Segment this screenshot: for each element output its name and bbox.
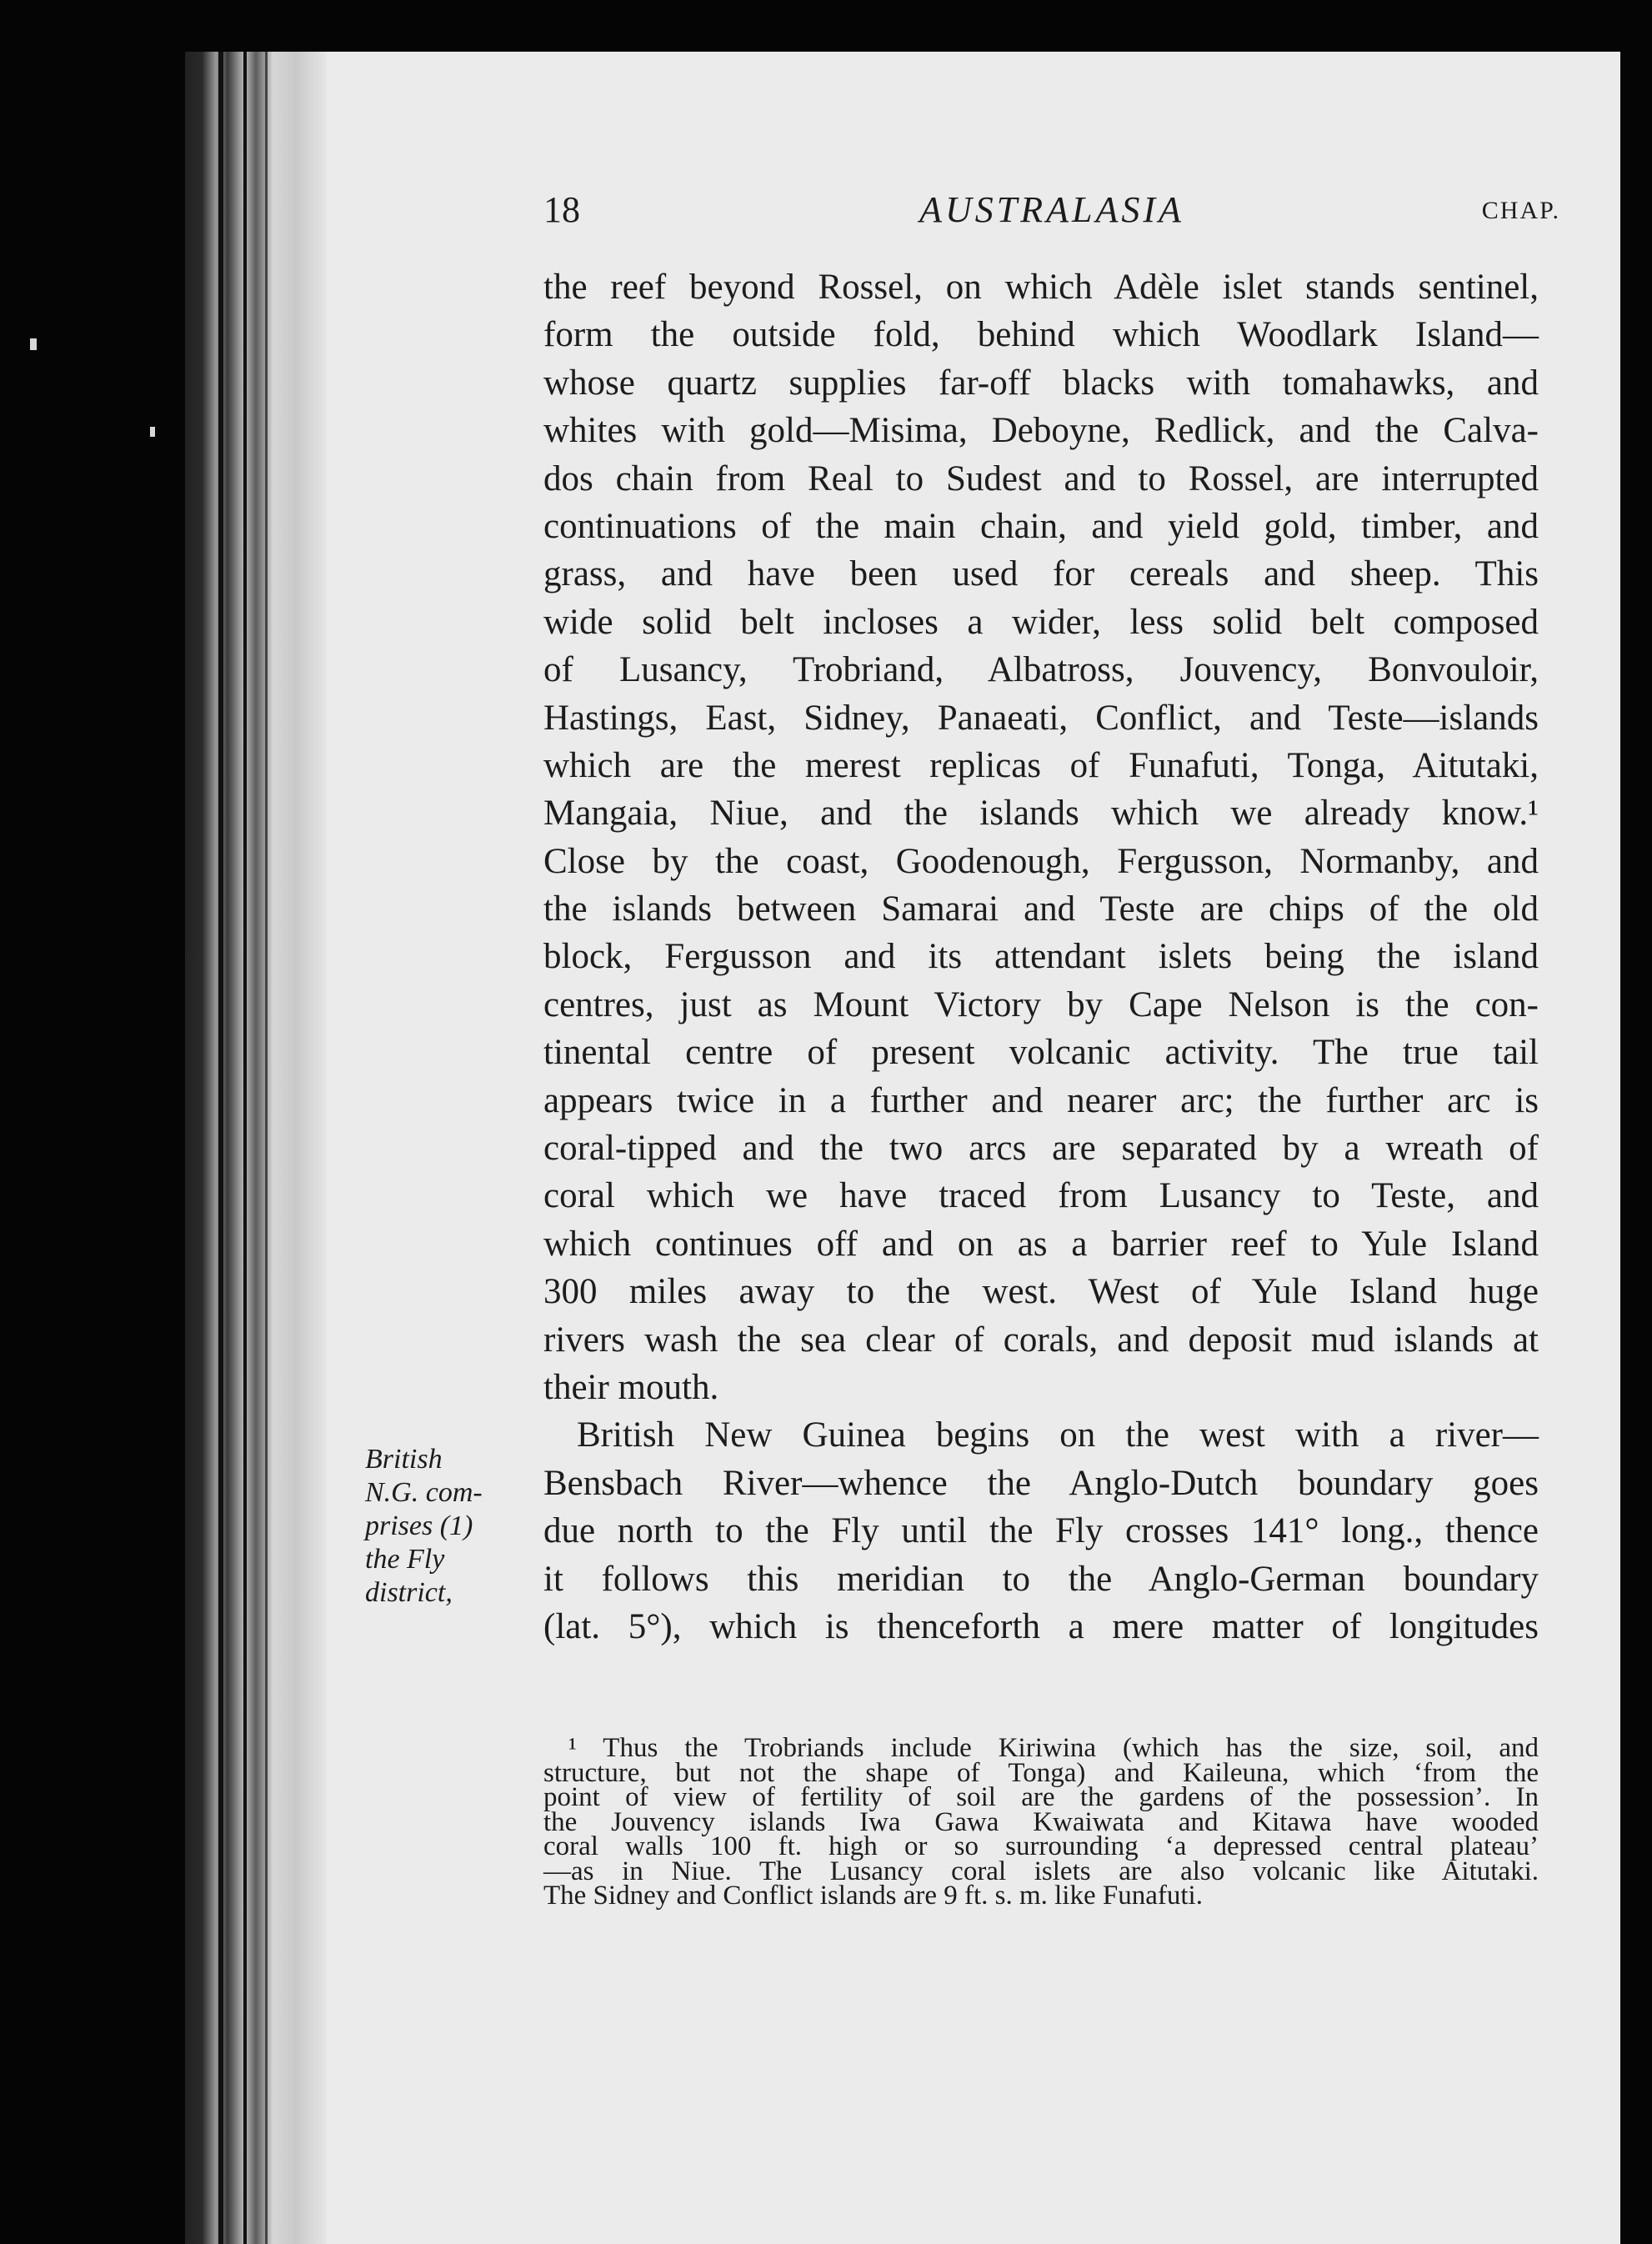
body-line: the reef beyond Rossel, on which Adèle islet stands sentinel, bbox=[543, 268, 1539, 307]
binding-streak bbox=[265, 52, 268, 2244]
body-line: Hastings, East, Sidney, Panaeati, Conflict, and Teste—islands bbox=[543, 698, 1539, 738]
body-line: it follows this meridian to the Anglo-German boundary bbox=[543, 1559, 1539, 1599]
body-line: due north to the Fly until the Fly crosses 141° long., thence bbox=[543, 1511, 1539, 1551]
body-line: 300 miles away to the west. West of Yule Island huge bbox=[543, 1272, 1539, 1312]
chapter-label: CHAP. bbox=[1481, 197, 1560, 224]
body-line: grass, and have been used for cereals and sheep. This bbox=[543, 554, 1539, 594]
body-line: continuations of the main chain, and yield gold, timber, and bbox=[543, 506, 1539, 546]
body-line: their mouth. bbox=[543, 1367, 719, 1407]
footnote-line: —as in Niue. The Lusancy coral islets are also volcanic like Aitutaki. bbox=[543, 1856, 1539, 1886]
book-binding-shadow bbox=[185, 52, 327, 2244]
body-line: which continues off and on as a barrier reef to Yule Island bbox=[543, 1224, 1539, 1264]
body-line: British New Guinea begins on the west with a river— bbox=[577, 1415, 1539, 1455]
body-line: rivers wash the sea clear of corals, and deposit mud islands at bbox=[543, 1320, 1539, 1360]
footnote-line: point of view of fertility of soil are the gardens of the possession’. In bbox=[543, 1782, 1539, 1812]
footnote-line: coral walls 100 ft. high or so surrounding ‘a depressed central plateau’ bbox=[543, 1831, 1539, 1861]
margin-note-line: prises (1) bbox=[365, 1510, 473, 1541]
margin-note-line: district, bbox=[365, 1577, 453, 1608]
body-line: whites with gold—Misima, Deboyne, Redlick, and the Calva- bbox=[543, 411, 1539, 451]
body-line: which are the merest replicas of Funafuti, Tonga, Aitutaki, bbox=[543, 745, 1539, 785]
body-line: Mangaia, Niue, and the islands which we already know.¹ bbox=[543, 794, 1539, 834]
footnote-line: structure, but not the shape of Tonga) and Kaileuna, which ‘from the bbox=[543, 1757, 1539, 1788]
body-line: coral-tipped and the two arcs are separated by a wreath of bbox=[543, 1129, 1539, 1169]
page-header bbox=[543, 188, 1560, 238]
page-number: 18 bbox=[543, 189, 580, 230]
footnote-line: ¹ Thus the Trobriands include Kiriwina (which has the size, soil, and bbox=[568, 1733, 1539, 1763]
body-line: dos chain from Real to Sudest and to Rossel, are interrupted bbox=[543, 458, 1539, 498]
scan-speck bbox=[30, 338, 37, 350]
body-line: Bensbach River—whence the Anglo-Dutch boundary goes bbox=[543, 1463, 1539, 1503]
body-line: wide solid belt incloses a wider, less solid belt composed bbox=[543, 602, 1539, 642]
binding-streak bbox=[218, 52, 223, 2244]
body-line: coral which we have traced from Lusancy to Teste, and bbox=[543, 1176, 1539, 1216]
body-line: whose quartz supplies far-off blacks with tomahawks, and bbox=[543, 363, 1539, 403]
margin-note bbox=[365, 1443, 508, 1610]
margin-note-line: the Fly bbox=[365, 1544, 445, 1575]
body-line: centres, just as Mount Victory by Cape Nelson is the con- bbox=[543, 984, 1539, 1024]
scan-speck bbox=[150, 427, 155, 437]
body-text bbox=[543, 263, 1539, 1650]
body-line: the islands between Samarai and Teste are chips of the old bbox=[543, 889, 1539, 929]
body-line: of Lusancy, Trobriand, Albatross, Jouvency, Bonvouloir, bbox=[543, 650, 1539, 690]
body-line: block, Fergusson and its attendant islets being the island bbox=[543, 937, 1539, 977]
footnote-line: the Jouvency islands Iwa Gawa Kwaiwata and Kitawa have wooded bbox=[543, 1806, 1539, 1837]
body-line: Close by the coast, Goodenough, Fergusson, Normanby, and bbox=[543, 841, 1539, 881]
margin-note-line: British bbox=[365, 1444, 443, 1475]
binding-streak bbox=[243, 52, 247, 2244]
body-line: appears twice in a further and nearer arc; the further arc is bbox=[543, 1080, 1539, 1120]
running-head: AUSTRALASIA bbox=[919, 189, 1184, 230]
footnote bbox=[543, 1733, 1539, 1911]
footnote-line: The Sidney and Conflict islands are 9 ft. s. m. like Funafuti. bbox=[543, 1881, 1203, 1911]
margin-note-line: N.G. com- bbox=[365, 1477, 483, 1508]
body-line: form the outside fold, behind which Woodlark Island— bbox=[543, 315, 1539, 355]
body-line: (lat. 5°), which is thenceforth a mere matter of longitudes bbox=[543, 1606, 1539, 1646]
body-line: tinental centre of present volcanic activity. The true tail bbox=[543, 1033, 1539, 1073]
